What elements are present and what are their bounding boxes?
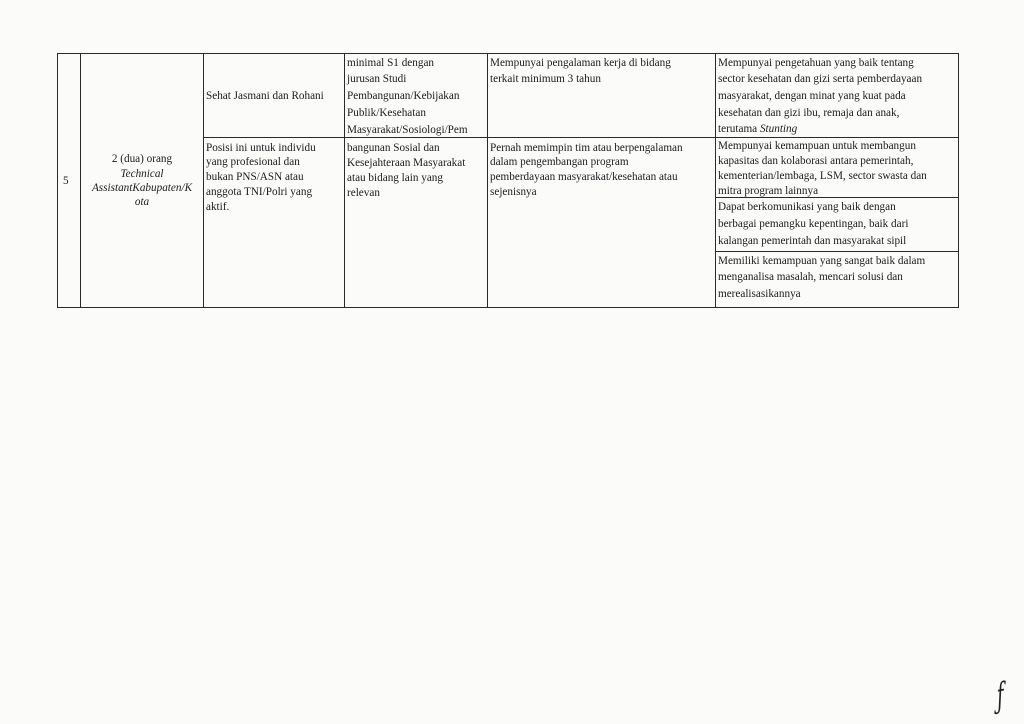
status-requirement-line: bukan PNS/ASN atau (206, 171, 304, 183)
education-line: minimal S1 dengan (347, 57, 435, 69)
knowledge-line: masyarakat, dengan minat yang kuat pada (718, 90, 906, 102)
communication-line: Dapat berkomunikasi yang baik dengan (718, 201, 896, 213)
knowledge-prefix: terutama (718, 123, 760, 135)
leadership-line: dalam pengembangan program (490, 156, 629, 168)
status-requirement-line: yang profesional dan (206, 156, 300, 168)
status-requirement-line: Posisi ini untuk individu (206, 142, 316, 154)
analysis-line: menganalisa masalah, mencari solusi dan (718, 271, 903, 283)
jumlah-role-line: ota (134, 196, 150, 208)
page-corner-mark: ƒ (995, 675, 1005, 717)
communication-line: kalangan pemerintah dan masyarakat sipil (718, 235, 907, 247)
education-line: Kesejahteraan Masyarakat (347, 157, 466, 169)
education-line: relevan (347, 187, 380, 199)
capacity-line: mitra program lainnya (718, 185, 819, 197)
education-line: atau bidang lain yang (347, 172, 443, 184)
jumlah-role-line: AssistantKabupaten/K (91, 182, 193, 194)
health-requirement: Sehat Jasmani dan Rohani (206, 90, 324, 102)
status-requirement-line: aktif. (206, 201, 230, 213)
education-line: bangunan Sosial dan (347, 142, 440, 154)
leadership-line: Pernah memimpin tim atau berpengalaman (490, 142, 683, 154)
stunting-term: Stunting (759, 123, 798, 135)
leadership-line: sejenisnya (490, 186, 537, 198)
capacity-line: kementerian/lembaga, LSM, sector swasta dan (718, 170, 927, 182)
analysis-line: merealisasikannya (718, 288, 801, 300)
row-number: 5 (63, 175, 69, 187)
education-line: Pembangunan/Kebijakan (347, 90, 460, 102)
knowledge-line: sector kesehatan dan gizi serta pemberdayaan (718, 73, 923, 85)
education-line: Publik/Kesehatan (347, 107, 426, 119)
experience-line: terkait minimum 3 tahun (490, 73, 601, 85)
jumlah-role-line: Technical (120, 168, 164, 180)
knowledge-line: kesehatan dan gizi ibu, remaja dan anak, (718, 107, 900, 119)
education-line: Masyarakat/Sosiologi/Pem (347, 124, 468, 136)
status-requirement-line: anggota TNI/Polri yang (206, 186, 313, 198)
jumlah-count: 2 (dua) orang (111, 153, 173, 165)
knowledge-line-last (718, 122, 797, 136)
experience-line: Mempunyai pengalaman kerja di bidang (490, 57, 671, 69)
analysis-line: Memiliki kemampuan yang sangat baik dalam (718, 255, 926, 267)
education-line: jurusan Studi (347, 73, 407, 85)
capacity-line: kapasitas dan kolaborasi antara pemerintah, (718, 155, 914, 167)
communication-line: berbagai pemangku kepentingan, baik dari (718, 218, 909, 230)
capacity-line: Mempunyai kemampuan untuk membangun (718, 140, 916, 152)
knowledge-line: Mempunyai pengetahuan yang baik tentang (718, 57, 914, 69)
leadership-line: pemberdayaan masyarakat/kesehatan atau (490, 171, 678, 183)
